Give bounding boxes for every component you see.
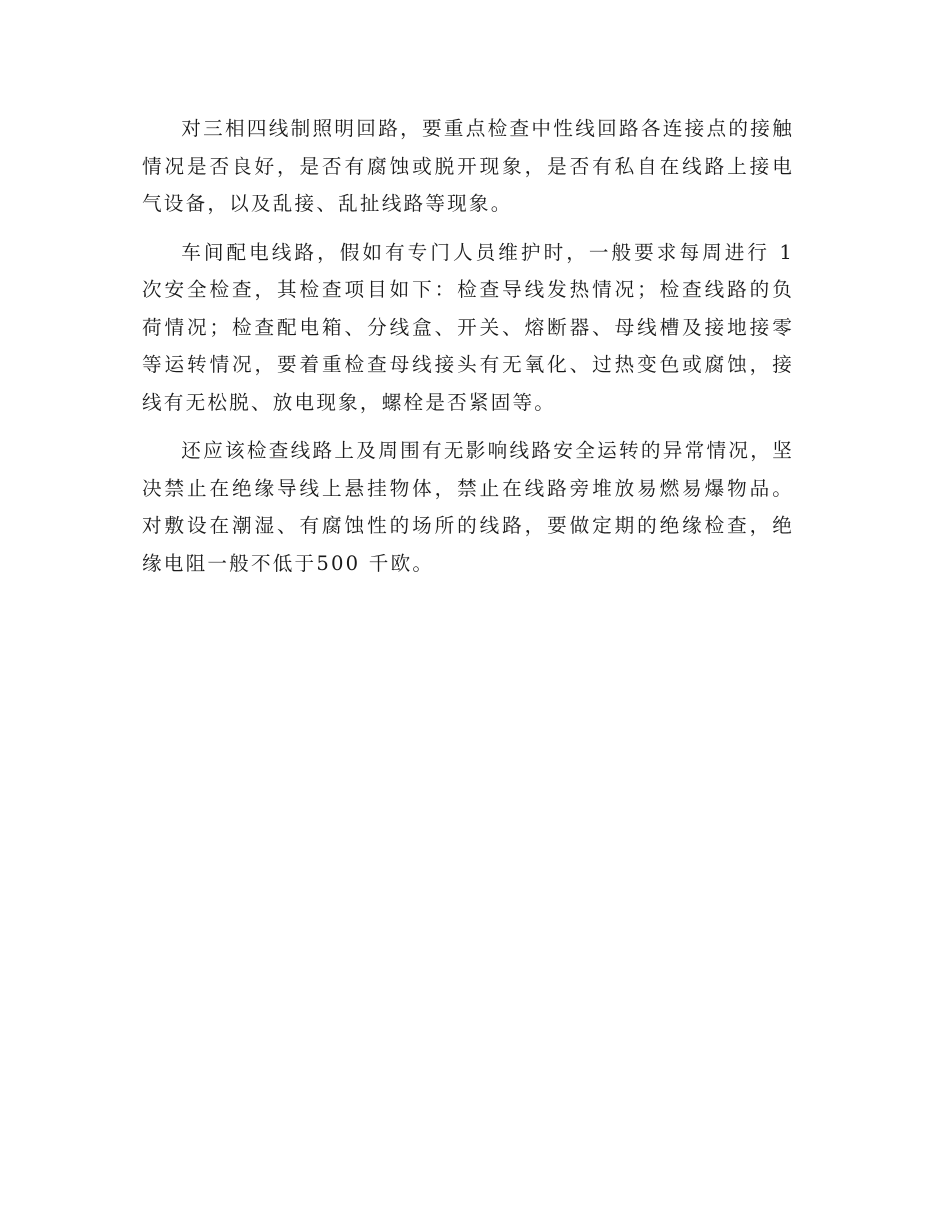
paragraph-line-safety-insulation: 还应该检查线路上及周围有无影响线路安全运转的异常情况，坚决禁止在绝缘导线上悬挂物体，禁止在线路旁堆放易燃易爆物品。对敷设在潮湿、有腐蚀性的场所的线路，要做定期的绝缘检查，绝缘电阻一般不低于500 千欧。 <box>142 439 794 575</box>
paragraph-lighting-circuit-check: 对三相四线制照明回路，要重点检查中性线回路各连接点的接触情况是否良好，是否有腐蚀或脱开现象，是否有私自在线路上接电气设备，以及乱接、乱扯线路等现象。 <box>142 117 794 215</box>
document-body <box>142 110 794 593</box>
paragraph-workshop-wiring-check: 车间配电线路，假如有专门人员维护时，一般要求每周进行 1 次安全检查，其检查项目如下：检查导线发热情况；检查线路的负荷情况；检查配电箱、分线盒、开关、熔断器、母线槽及接地接零等运转情况，要着重检查母线接头有无氧化、过热变色或腐蚀，接线有无松脱、放电现象，螺栓是否紧固等。 <box>142 240 794 414</box>
